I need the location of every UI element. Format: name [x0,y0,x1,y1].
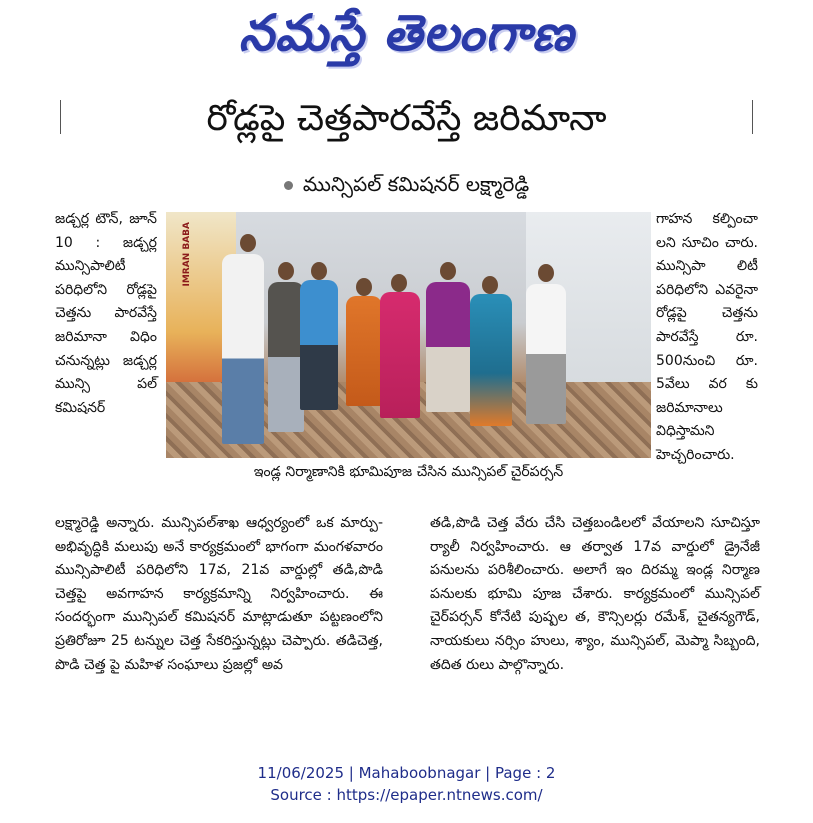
article-headline: రోడ్లపై చెత్తపారవేస్తే జరిమానా [206,98,607,139]
person-figure [268,282,304,432]
article-bottom-left-column: లక్ష్మారెడ్డి అన్నారు. మున్సిపల్‌శాఖ ఆధ్వర్యంలో ఒక మార్పు-అభివృద్ధికి మలుపు అనే కార్యక్రమంలో భాగంగా మంగళవారం మున్సిపాలిటీ పరిధిలోని 17వ, 21వ వార్డుల్లో తడి,పొడి చెత్తపై అవగాహన కార్యక్రమాన్ని నిర్వహించారు. ఈ సందర్భంగా మున్సిపల్ కమిషనర్ మాట్లాడుతూ పట్టణంలోని ప్రతిరోజూ 25 టన్నుల చెత్త సేకరిస్తున్నట్లు చెప్పారు. తడిచెత్త, పొడి చెత్త పై మహిళ సంఘాలు ప్రజల్లో అవ [55,515,383,673]
newspaper-masthead: నమస్తే తెలంగాణ [238,4,575,62]
person-figure [526,284,566,424]
footer-source: Source : https://epaper.ntnews.com/ [270,786,543,804]
person-figure [470,294,512,426]
article-subheadline [0,172,813,201]
person-figure [222,254,264,444]
bullet-icon [284,181,293,190]
person-head [440,262,456,280]
person-head [311,262,327,280]
article-right-column: గాహన కల్పించా లని సూచిం చారు. మున్సిపా లిటీ పరిధిలోని ఎవరైనా రోడ్లపై చెత్తను పారవేస్తే రూ. 500నుంచి రూ. 5వేలు వర కు జరిమానాలు విధిస్తామని హెచ్చరించారు. [656,211,758,463]
person-head [356,278,372,296]
person-head [391,274,407,292]
person-head [482,276,498,294]
footer-dateline: 11/06/2025 | Mahaboobnagar | Page : 2 [257,764,556,782]
person-head [278,262,294,280]
article-photo [166,212,651,458]
person-head [538,264,554,282]
article-left-column: జడ్చర్ల టౌన్, జూన్ 10 : జడ్చర్ల మున్సిపాలిటీ పరిధిలోని రోడ్లపై చెత్తను పారవేస్తే జరిమానా విధిం చనున్నట్లు జడ్చర్ల మున్సి పల్ కమిషనర్ [55,211,157,416]
person-head [240,234,256,252]
photo-caption: ఇండ్ల నిర్మాణానికి భూమిపూజ చేసిన మున్సిపల్ చైర్‌పర్సన్ [166,459,651,485]
person-figure [300,280,338,410]
subheadline-text: మున్సిపల్ కమిషనర్ లక్ష్మారెడ్డి [302,172,530,196]
person-figure [346,296,382,406]
photo-banner-text: IMRAN BABA [182,222,192,287]
article-bottom-right-column: తడి,పొడి చెత్త వేరు చేసి చెత్తబండిలలో వేయాలని సూచిస్తూ ర్యాలీ నిర్వహించారు. ఆ తర్వాత 17వ వార్డులో డ్రైనేజీ పనులను పరిశీలించారు. అలాగే ఇం దిరమ్మ ఇండ్ల నిర్మాణ పనులకు భూమి పూజ చేశారు. కార్యక్రమంలో మున్సిపల్ చైర్‌పర్సన్ కోనేటి పుష్పల త, కౌన్సిలర్లు రమేశ్, చైతన్యగౌడ్, నాయకులు నర్సిం హులు, శ్యాం, మున్సిపల్, మెప్మా సిబ్బంది, తదిత రులు పాల్గొన్నారు. [430,515,760,673]
person-figure [426,282,470,412]
person-figure [380,292,420,418]
